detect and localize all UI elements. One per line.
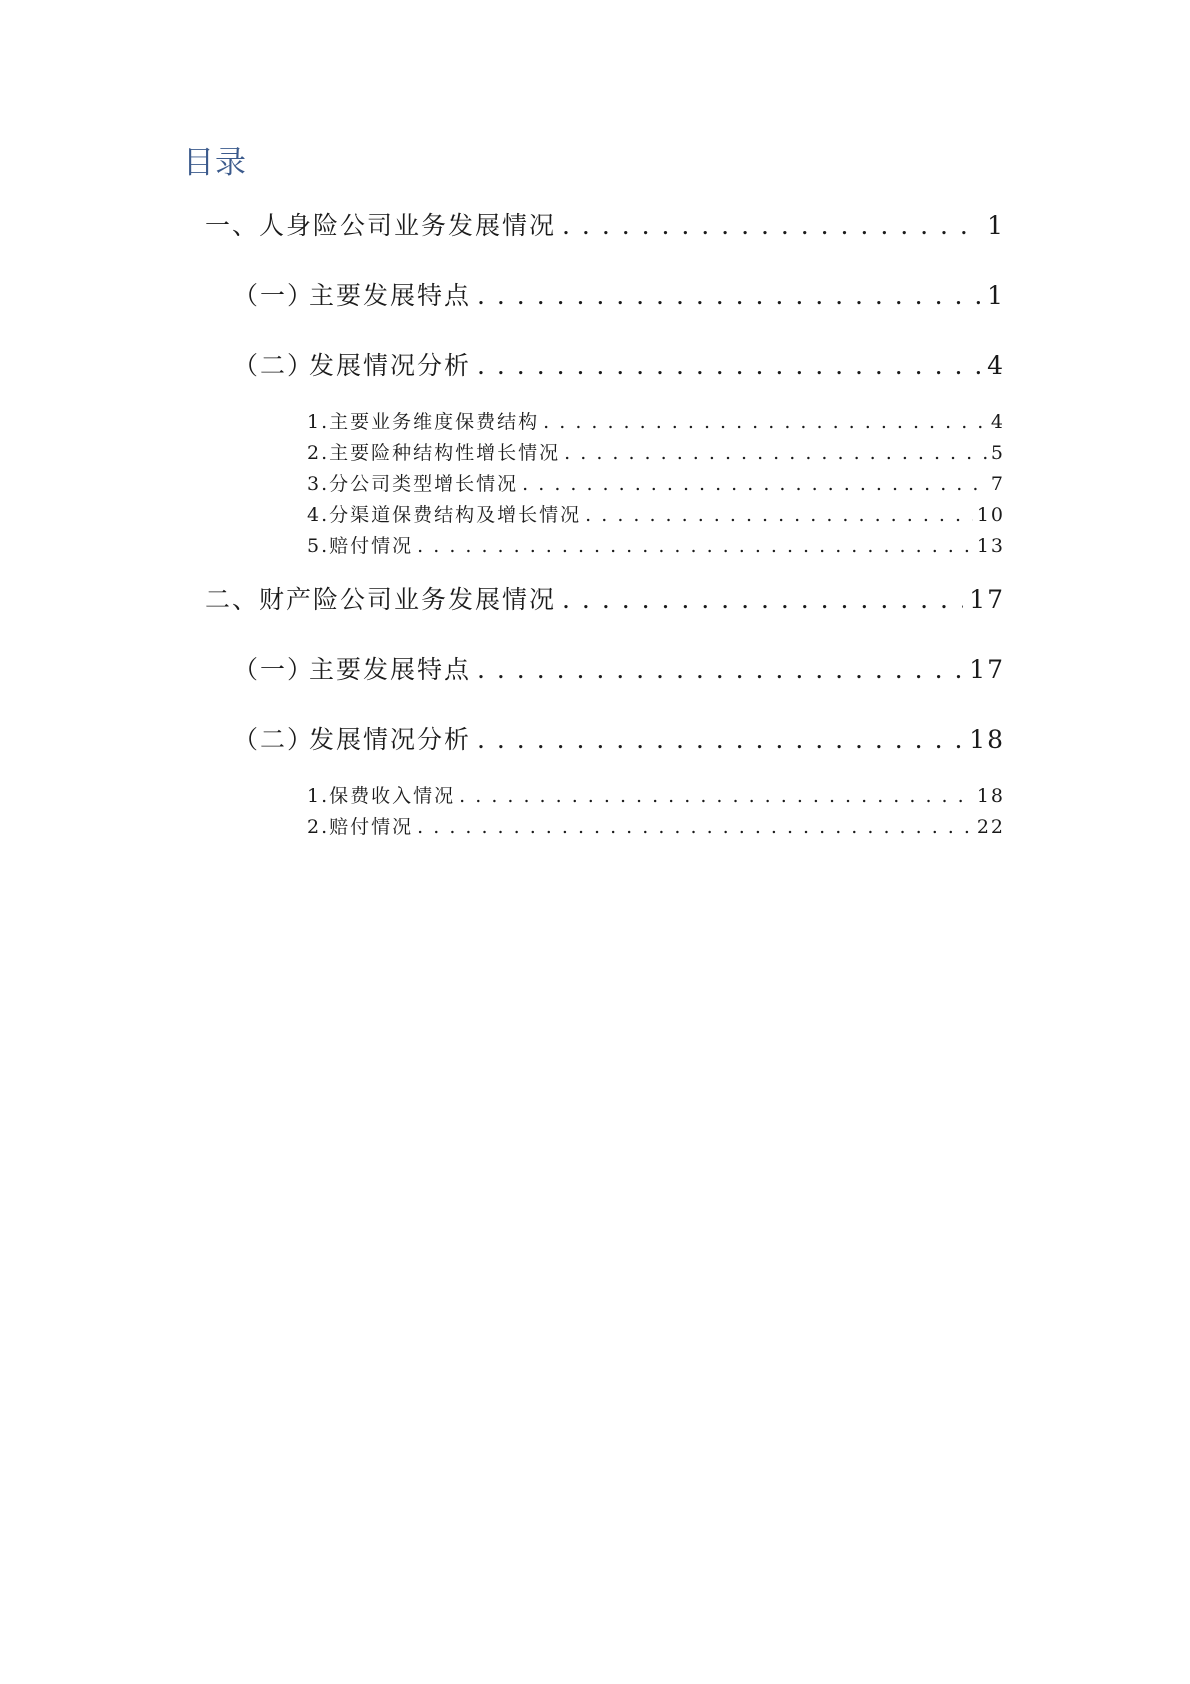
toc-entry-number: （一） bbox=[233, 655, 315, 684]
toc-entry-number: 4. bbox=[307, 504, 330, 526]
toc-entry-label: 发展情况分析 bbox=[309, 351, 472, 380]
toc-dot-leader bbox=[522, 473, 987, 495]
toc-entry-number: （二） bbox=[233, 351, 315, 380]
toc-entry[interactable] bbox=[0, 407, 1005, 434]
toc-entry-label: 保费收入情况 bbox=[329, 785, 456, 807]
toc-entry-label: 主要业务维度保费结构 bbox=[329, 411, 540, 433]
toc-entry[interactable] bbox=[0, 580, 1005, 616]
toc-entry[interactable] bbox=[0, 276, 1005, 312]
toc-entry[interactable] bbox=[0, 531, 1005, 558]
toc-entry-label: 赔付情况 bbox=[329, 535, 414, 557]
toc-dot-leader bbox=[477, 655, 963, 684]
toc-dot-leader bbox=[477, 725, 963, 754]
toc-entry[interactable] bbox=[0, 781, 1005, 808]
toc-entry-number: 1. bbox=[307, 411, 330, 433]
toc-entry-label: 人身险公司业务发展情况 bbox=[259, 211, 557, 240]
toc-entry-page: 18 bbox=[969, 725, 1005, 754]
toc-entry-label: 分渠道保费结构及增长情况 bbox=[329, 504, 582, 526]
toc-entry-label: 发展情况分析 bbox=[309, 725, 472, 754]
toc-entry-label: 分公司类型增长情况 bbox=[329, 473, 519, 495]
toc-entry-label: 财产险公司业务发展情况 bbox=[259, 585, 557, 614]
toc-entry-page: 7 bbox=[990, 473, 1005, 495]
toc-entry-page: 1 bbox=[987, 211, 1005, 240]
toc-entry-page: 22 bbox=[976, 816, 1005, 838]
toc-dot-leader bbox=[477, 281, 981, 310]
toc-dot-leader bbox=[459, 785, 973, 807]
toc-entry-number: （二） bbox=[233, 725, 315, 754]
toc-entry[interactable] bbox=[0, 720, 1005, 756]
toc-dot-leader bbox=[562, 585, 963, 614]
toc-dot-leader bbox=[417, 816, 973, 838]
toc-entry[interactable] bbox=[0, 812, 1005, 839]
toc-entry-label: 赔付情况 bbox=[329, 816, 414, 838]
toc-entry-label: 主要发展特点 bbox=[309, 281, 472, 310]
toc-title: 目录 bbox=[183, 145, 247, 181]
toc-entry-page: 18 bbox=[976, 785, 1005, 807]
toc-entry[interactable] bbox=[0, 469, 1005, 496]
toc-entry-number: （一） bbox=[233, 281, 315, 310]
toc-entry-number: 2. bbox=[307, 442, 330, 464]
toc-entry-number: 5. bbox=[307, 535, 330, 557]
toc-dot-leader bbox=[585, 504, 973, 526]
toc-entry-page: 17 bbox=[969, 655, 1005, 684]
toc-entry-number: 3. bbox=[307, 473, 330, 495]
toc-entry[interactable] bbox=[0, 346, 1005, 382]
toc-entry-number: 2. bbox=[307, 816, 330, 838]
toc-entry-label: 主要发展特点 bbox=[309, 655, 472, 684]
toc-entry-number: 一、 bbox=[205, 211, 260, 240]
toc-entry[interactable] bbox=[0, 206, 1005, 242]
toc-entry-page: 17 bbox=[969, 585, 1005, 614]
toc-entry-page: 5 bbox=[990, 442, 1005, 464]
toc-dot-leader bbox=[543, 411, 987, 433]
toc-dot-leader bbox=[564, 442, 987, 464]
toc-entry-number: 二、 bbox=[205, 585, 260, 614]
toc-entry[interactable] bbox=[0, 438, 1005, 465]
toc-entry[interactable] bbox=[0, 500, 1005, 527]
toc-entry[interactable] bbox=[0, 650, 1005, 686]
toc-entry-page: 4 bbox=[987, 351, 1005, 380]
toc-entry-number: 1. bbox=[307, 785, 330, 807]
toc-entry-page: 1 bbox=[987, 281, 1005, 310]
toc-entry-page: 10 bbox=[976, 504, 1005, 526]
toc-dot-leader bbox=[477, 351, 981, 380]
toc-dot-leader bbox=[562, 211, 981, 240]
toc-entry-page: 13 bbox=[976, 535, 1005, 557]
toc-entry-label: 主要险种结构性增长情况 bbox=[329, 442, 561, 464]
toc-dot-leader bbox=[417, 535, 973, 557]
toc-entry-page: 4 bbox=[990, 411, 1005, 433]
